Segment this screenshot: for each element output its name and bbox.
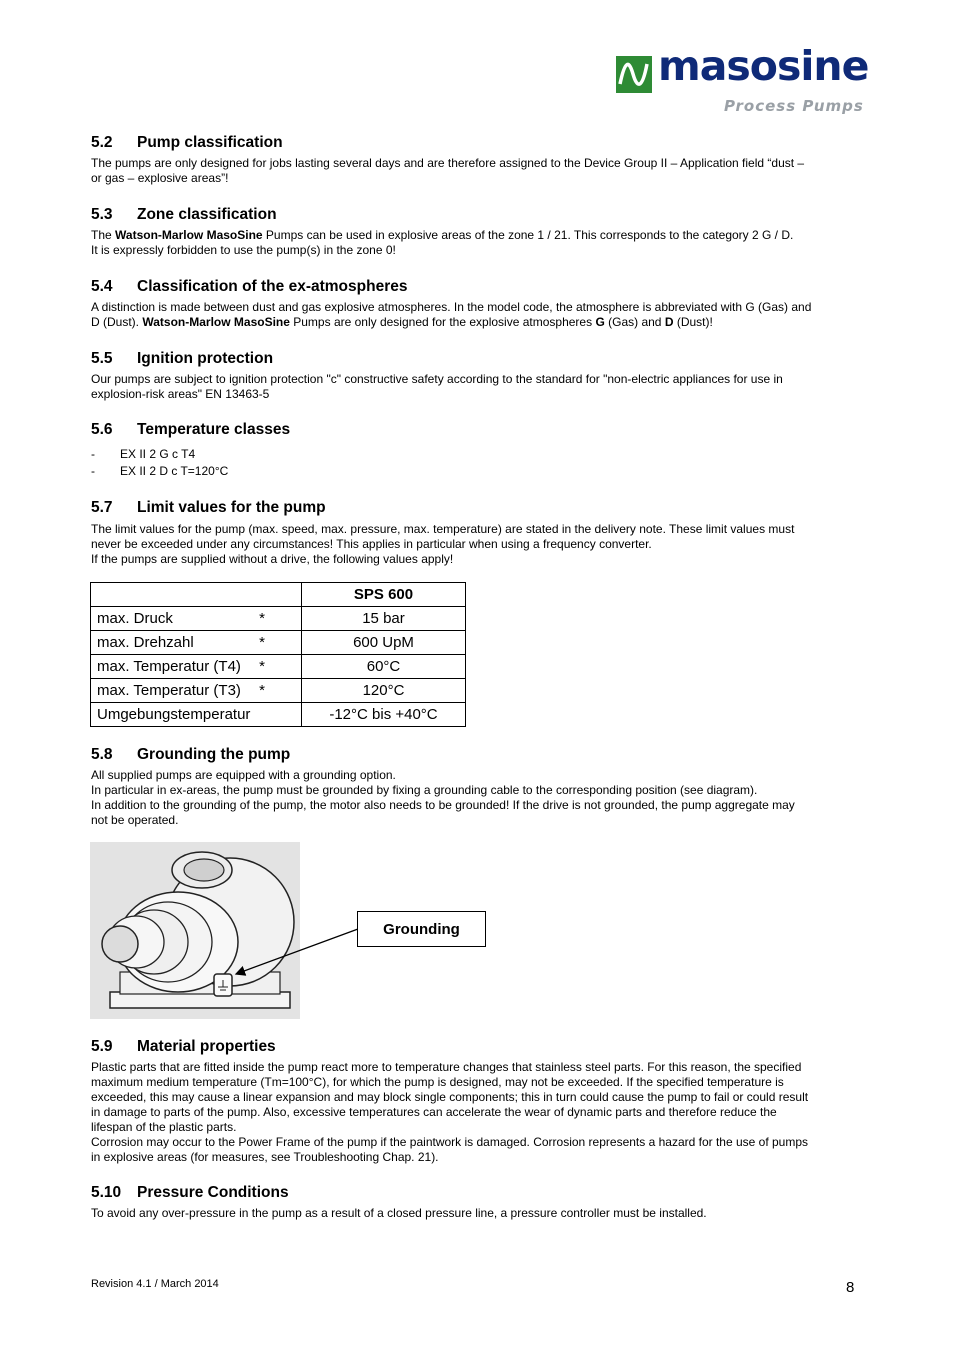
section-number: 5.6 (91, 421, 113, 438)
table-cell (91, 607, 302, 631)
section-5-4-heading (91, 278, 407, 296)
section-title: Classification of the ex-atmospheres (137, 278, 408, 295)
section-5-7-body (91, 522, 794, 567)
paragraph-line: In addition to the grounding of the pump, the motor also needs to be grounded! If the drive is not grounded, the pump aggregate may (91, 798, 795, 812)
section-title: Pump classification (137, 134, 283, 151)
temperature-class-list (91, 446, 228, 480)
paragraph-line: not be operated. (91, 813, 179, 827)
section-title: Zone classification (137, 206, 277, 223)
brand-name: Watson-Marlow MasoSine (115, 228, 263, 242)
table-row (91, 631, 466, 655)
list-item (91, 446, 228, 463)
row-mark: * (259, 634, 265, 651)
atmosphere-code: G (595, 315, 605, 329)
section-5-6-heading (91, 421, 290, 439)
section-number: 5.3 (91, 206, 113, 223)
paragraph-line (91, 315, 811, 330)
section-number: 5.9 (91, 1038, 113, 1055)
paragraph-line: A distinction is made between dust and gas explosive atmospheres. In the model code, the atmosphere is abbreviated with G (Gas) and (91, 300, 812, 314)
paragraph-line: maximum medium temperature (Tm=100°C), for which the pump is designed, may not be exceeded. If the specified temperature is (91, 1075, 784, 1089)
list-item-text: EX II 2 D c T=120°C (120, 464, 229, 478)
masosine-wave-icon (616, 56, 652, 93)
section-title: Grounding the pump (137, 746, 291, 763)
paragraph-line: The pumps are only designed for jobs lasting several days and are therefore assigned to the Device Group II – Application field “dust – (91, 156, 805, 170)
atmosphere-code: D (664, 315, 674, 329)
list-item (91, 463, 228, 480)
section-5-9-body (91, 1060, 808, 1165)
paragraph-line: in damage to parts of the pump. Also, excessive temperatures can accelerate the wear of dynamic parts and therefore reduce the (91, 1105, 777, 1119)
section-title: Temperature classes (137, 421, 291, 438)
section-5-8-heading (91, 746, 290, 764)
section-5-4-body (91, 300, 811, 330)
table-cell: 60°C (302, 655, 466, 679)
row-label: Umgebungstemperatur (97, 706, 251, 723)
list-bullet: - (91, 464, 95, 478)
row-mark: * (259, 658, 265, 675)
table-cell: 120°C (302, 679, 466, 703)
table-cell: -12°C bis +40°C (302, 703, 466, 727)
row-label: max. Druck (97, 610, 173, 627)
list-item-text: EX II 2 G c T4 (120, 447, 196, 461)
text-run: Pumps can be used in explosive areas of the zone 1 / 21. This corresponds to the category 2 G / D. (262, 228, 794, 242)
section-5-2-heading (91, 134, 283, 152)
row-mark: * (259, 610, 265, 627)
list-bullet: - (91, 447, 95, 461)
paragraph-line: In particular in ex-areas, the pump must be grounded by fixing a grounding cable to the corresponding position (see diagram). (91, 783, 758, 797)
paragraph-line: or gas – explosive areas”! (91, 171, 229, 185)
section-5-9-heading (91, 1038, 276, 1056)
paragraph-line: It is expressly forbidden to use the pump(s) in the zone 0! (91, 243, 396, 257)
paragraph-line: To avoid any over-pressure in the pump as a result of a closed pressure line, a pressure controller must be installed. (91, 1206, 707, 1220)
section-title: Ignition protection (137, 350, 274, 367)
table-cell (91, 655, 302, 679)
page-number: 8 (846, 1279, 855, 1296)
paragraph-line: Our pumps are subject to ignition protection "c" constructive safety according to the standard for "non-electric appliances for use in (91, 372, 783, 386)
section-5-10-body (91, 1206, 707, 1221)
masosine-logo (614, 42, 869, 118)
logo-tagline: Process Pumps (724, 97, 864, 115)
section-number: 5.7 (91, 499, 113, 516)
grounding-arrow (230, 920, 365, 980)
section-number: 5.10 (91, 1184, 122, 1201)
paragraph-line: in explosive areas (for measures, see Troubleshooting Chap. 21). (91, 1150, 439, 1164)
table-row (91, 679, 466, 703)
paragraph-line: All supplied pumps are equipped with a grounding option. (91, 768, 396, 782)
paragraph-line: If the pumps are supplied without a drive, the following values apply! (91, 552, 454, 566)
table-cell: 600 UpM (302, 631, 466, 655)
paragraph-line (91, 228, 793, 243)
paragraph-line: Corrosion may occur to the Power Frame of the pump if the paintwork is damaged. Corrosion represents a hazard for the use of pumps (91, 1135, 809, 1149)
section-title: Pressure Conditions (137, 1184, 289, 1201)
brand-name: Watson-Marlow MasoSine (142, 315, 290, 329)
table-header-row (91, 583, 466, 607)
text-run: The (91, 228, 116, 242)
section-5-3-heading (91, 206, 277, 224)
section-5-2-body (91, 156, 804, 186)
limit-values-table (90, 582, 466, 727)
table-cell (91, 631, 302, 655)
table-row (91, 607, 466, 631)
logo-wordmark: masosine (658, 42, 869, 90)
row-mark: * (259, 682, 265, 699)
section-number: 5.8 (91, 746, 113, 763)
text-run: (Dust)! (673, 315, 713, 329)
table-cell (91, 679, 302, 703)
paragraph-line: Plastic parts that are fitted inside the pump react more to temperature changes that stainless steel parts. For this reason, the specified (91, 1060, 802, 1074)
section-number: 5.4 (91, 278, 113, 295)
text-run: D (Dust). (91, 315, 143, 329)
section-5-5-heading (91, 350, 273, 368)
paragraph-line: lifespan of the plastic parts. (91, 1120, 237, 1134)
paragraph-line: explosion-risk areas" EN 13463-5 (91, 387, 270, 401)
text-run: Pumps are only designed for the explosive atmospheres (289, 315, 596, 329)
row-label: max. Temperatur (T3) (97, 682, 241, 699)
footer-revision: Revision 4.1 / March 2014 (91, 1278, 219, 1290)
section-number: 5.2 (91, 134, 113, 151)
table-cell (91, 583, 302, 607)
grounding-callout-label: Grounding (357, 911, 486, 947)
section-5-8-body (91, 768, 795, 828)
section-title: Material properties (137, 1038, 276, 1055)
section-5-3-body (91, 228, 793, 258)
paragraph-line: exceeded, this may cause a linear expansion and may block single components; this in turn could cause the pump to fail or could result (91, 1090, 809, 1104)
section-number: 5.5 (91, 350, 113, 367)
section-5-5-body (91, 372, 783, 402)
table-row (91, 703, 466, 727)
paragraph-line: The limit values for the pump (max. speed, max. pressure, max. temperature) are stated in the delivery note. These limit values must (91, 522, 795, 536)
table-cell (91, 703, 302, 727)
table-header-cell: SPS 600 (302, 583, 466, 607)
section-title: Limit values for the pump (137, 499, 326, 516)
table-row (91, 655, 466, 679)
text-run: (Gas) and (604, 315, 665, 329)
row-label: max. Temperatur (T4) (97, 658, 241, 675)
section-5-7-heading (91, 499, 326, 517)
section-5-10-heading (91, 1184, 289, 1202)
table-cell: 15 bar (302, 607, 466, 631)
paragraph-line: never be exceeded under any circumstances! This applies in particular when using a frequency converter. (91, 537, 652, 551)
row-label: max. Drehzahl (97, 634, 194, 651)
